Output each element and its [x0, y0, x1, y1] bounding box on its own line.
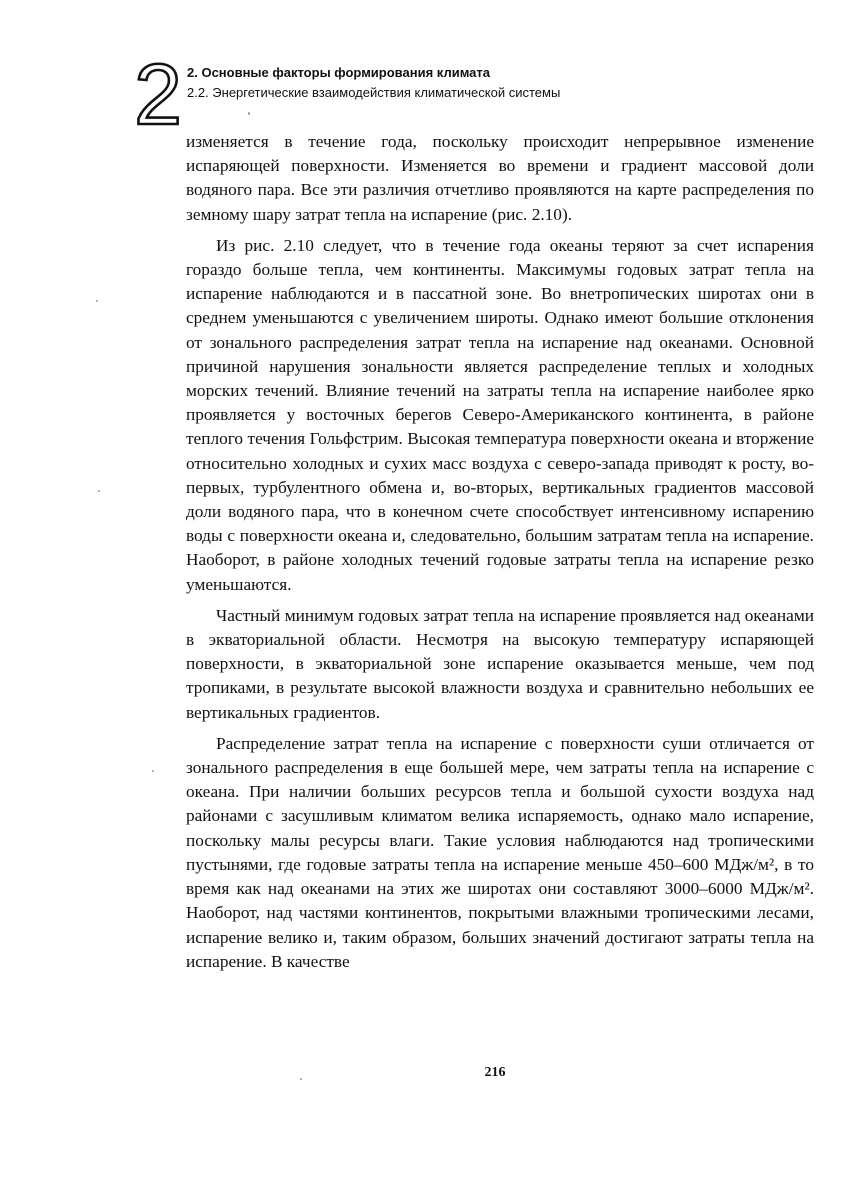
- page-number: 216: [484, 1065, 506, 1080]
- paragraph: Из рис. 2.10 следует, что в течение года океаны теряют за счет испарения гораздо больше тепла, чем континенты. Максимумы годовых затрат тепла на испарение наблюдаются и в пассатной зоне. Во внетропических широтах они в среднем уменьшаются с увеличением широты. Однако имеют большие отклонения от зонального распределения затрат тепла на испарение над океанами. Основной причиной нарушения зональности является распределение теплых и холодных морских течений. Влияние течений на затраты тепла на испарение наиболее ярко проявляется у восточных берегов Северо-Американского континента, в районе теплого течения Гольфстрим. Высокая температура поверхности океана и вторжение относительно холодных и сухих масс воздуха с северо-запада приводят к росту, во-первых, турбулентного обмена и, во-вторых, вертикальных градиентов массовой доли водяного пара, что в конечном счете способствует интенсивному испарению воды с поверхности океана и, следовательно, большим затратам тепла на испарение. Наоборот, в районе холодных течений годовые затраты тепла на испарение резко уменьшаются.: [186, 235, 814, 594]
- chapter-number-badge: [130, 56, 186, 132]
- section-title: 2.2. Энергетические взаимодействия климатической системы: [187, 85, 561, 100]
- scan-speck: [300, 1078, 302, 1080]
- body-text: [186, 130, 814, 981]
- chapter-number: 2: [134, 56, 182, 132]
- paragraph-continuation: изменяется в течение года, поскольку происходит непрерывное изменение испаряющей поверхности. Изменяется во времени и градиент массовой доли водяного пара. Все эти различия отчетливо проявляются на карте распределения по земному шару затрат тепла на испарение (рис. 2.10).: [186, 132, 814, 224]
- chapter-title: 2. Основные факторы формирования климата: [187, 65, 490, 80]
- scan-speck: [98, 490, 100, 492]
- paragraph: Распределение затрат тепла на испарение с поверхности суши отличается от зонального распределения в еще большей мере, чем затраты тепла на испарение с океана. При наличии больших ресурсов тепла и большой сухости воздуха над районами с засушливым климатом велика испаряемость, однако мало испарение, поскольку малы ресурсы влаги. Такие условия наблюдаются над тропическими пустынями, где годовые затраты тепла на испарение меньше 450–600 МДж/м², в то время как над океанами на этих же широтах они составляют 3000–6000 МДж/м². Наоборот, над частями континентов, покрытыми влажными тропическими лесами, испарение велико и, таким образом, больших значений достигают затраты тепла на испарение. В качестве: [186, 733, 814, 971]
- chapter-two-outline-glyph: [130, 56, 186, 132]
- scan-speck: [96, 300, 98, 302]
- running-header: [187, 63, 827, 103]
- scan-speck: [152, 770, 154, 772]
- paragraph: Частный минимум годовых затрат тепла на испарение проявляется над океанами в экваториальной области. Несмотря на высокую температуру испаряющей поверхности, в экваториальной зоне испарение оказывается меньше, чем под тропиками, в результате высокой влажности воздуха и сравнительно небольших ее вертикальных градиентов.: [186, 605, 814, 722]
- scan-speck: [248, 112, 250, 115]
